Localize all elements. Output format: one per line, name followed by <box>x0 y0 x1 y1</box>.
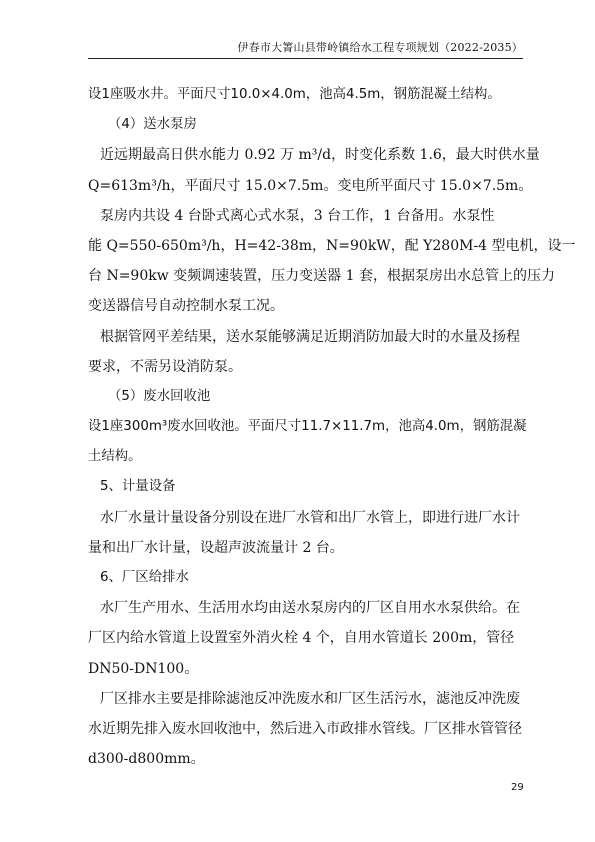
text-line: 能 Q=550-650m³/h，H=42-38m，N=90kW，配 Y280M-4 型电机，设一 <box>88 237 576 254</box>
text-line: 变送器信号自动控制水泵工况。 <box>88 298 284 315</box>
text-line: 设1座300m³废水回收池。平面尺寸11.7×11.7m，池高4.0m，钢筋混凝 <box>88 419 527 435</box>
document-body <box>88 80 576 774</box>
text-line: 水厂水量计量设备分别设在进厂水管和出厂水管上，即进行进厂水计 <box>100 509 520 526</box>
text-line: d300-d800mm。 <box>88 751 205 768</box>
text-line: 厂区内给水管道上设置室外消火栓 4 个，自用水管道长 200m，管径 <box>88 630 515 647</box>
text-line: 水近期先排入废水回收池中，然后进入市政排水管线。厂区排水管管径 <box>88 720 522 737</box>
text-line: 根据管网平差结果，送水泵能够满足近期消防加最大时的水量及扬程 <box>100 328 520 345</box>
section-heading: 5、计量设备 <box>100 479 176 495</box>
text-line: 土结构。 <box>88 449 142 465</box>
text-line: 设1座吸水井。平面尺寸10.0×4.0m，池高4.5m，钢筋混凝土结构。 <box>88 87 501 102</box>
text-line: Q=613m³/h，平面尺寸 15.0×7.5m。变电所平面尺寸 15.0×7.5m。 <box>88 177 533 194</box>
section-heading: （4）送水泵房 <box>108 117 197 133</box>
text-line: 台 N=90kw 变频调速装置，压力变送器 1 套，根据泵房出水总管上的压力 <box>88 268 555 285</box>
text-line: 近远期最高日供水能力 0.92 万 m³/d，时变化系数 1.6，最大时供水量 <box>100 147 540 164</box>
text-line: 水厂生产用水、生活用水均由送水泵房内的厂区自用水水泵供给。在 <box>100 600 520 617</box>
text-line: 量和出厂水计量，设超声波流量计 2 台。 <box>88 539 344 556</box>
section-heading: （5）废水回收池 <box>108 388 211 404</box>
section-heading: 6、厂区给排水 <box>100 570 189 585</box>
page-number: 29 <box>511 782 524 793</box>
header-title: 伊春市大箐山县带岭镇给水工程专项规划（2022-2035） <box>237 41 523 54</box>
text-line: 要求，不需另设消防泵。 <box>88 358 242 375</box>
text-line: 泵房内共设 4 台卧式离心式水泵，3 台工作，1 台备用。水泵性 <box>100 207 495 224</box>
text-line: DN50-DN100。 <box>88 660 199 677</box>
page-header <box>88 36 523 59</box>
text-line: 厂区排水主要是排除滤池反冲洗废水和厂区生活污水，滤池反冲洗废 <box>100 690 520 707</box>
